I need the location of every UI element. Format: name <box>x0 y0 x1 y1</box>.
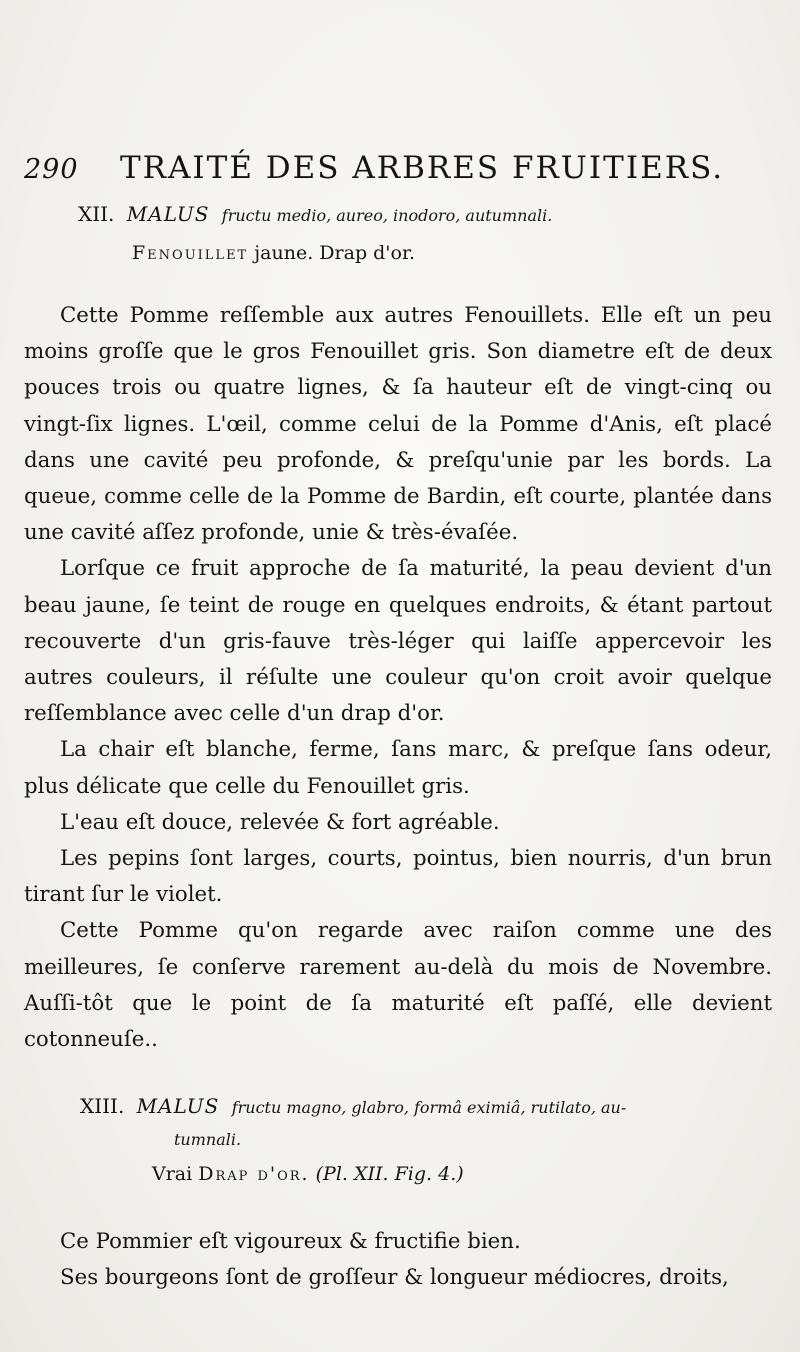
common-name-12 <box>132 234 772 272</box>
paragraph: Cette Pomme qu'on regarde avec raiſon comme une des meilleures, ſe conſerve rarement au-delà du mois de Novembre. Auſſi-tôt que le point de ſa maturité eſt paſſé, elle devient cotonneuſe.. <box>24 918 772 1053</box>
latin-description-continued: tumnali. <box>174 1130 242 1150</box>
paragraph: Les pepins ſont larges, courts, pointus, bien nourris, d'un brun tirant ſur le violet. <box>24 846 772 908</box>
entry-heading-12 <box>78 196 772 234</box>
latin-description: fructu medio, aureo, inodoro, autumnali. <box>221 206 553 225</box>
latin-genus: MALUS <box>136 1094 220 1119</box>
plate-reference: (Pl. XII. Fig. 4.) <box>315 1163 464 1186</box>
paragraph: Lorſque ce fruit approche de ſa maturité, la peau devient d'un beau jaune, ſe teint de rouge en quelques endroits, & étant partout recouverte d'un gris-fauve très-léger qui laiſſe appercevoir les autres couleurs, il réſulte une couleur qu'on croit avoir quelque reſſemblance avec celle d'un drap d'or. <box>24 556 772 727</box>
common-name-smallcaps: Drap d'or. <box>198 1163 310 1186</box>
common-name-13 <box>152 1154 772 1194</box>
common-name-prefix: Vrai <box>152 1163 193 1186</box>
paragraph: Ce Pommier eſt vigoureux & fructifie bien. <box>60 1229 521 1255</box>
entry-heading-13 <box>80 1088 772 1126</box>
paragraph: L'eau eſt douce, relevée & fort agréable. <box>60 809 500 835</box>
paragraph: Ses bourgeons ſont de groſſeur & longueur médiocres, droits, <box>60 1265 729 1291</box>
page-number: 290 <box>24 154 79 185</box>
paragraph: La chair eſt blanche, ferme, ſans marc, & preſque ſans odeur, plus délicate que celle du Fenouillet gris. <box>24 737 772 799</box>
spacer <box>24 272 772 298</box>
latin-description: fructu magno, glabro, formâ eximiâ, rutilato, au- <box>231 1098 627 1118</box>
spacer <box>24 1058 772 1088</box>
running-head <box>24 150 772 196</box>
paragraph: Cette Pomme reſſemble aux autres Fenouillets. Elle eſt un peu moins groſſe que le gros Fenouillet gris. Son diametre eſt de deux pouces trois ou quatre lignes, & ſa hauteur eſt de vingt-cinq ou vingt-ſix lignes. L'œil, comme celui de la Pomme d'Anis, eſt placé dans une cavité peu profonde, & preſqu'unie par les bords. La queue, comme celle de la Pomme de Bardin, eſt courte, plantée dans une cavité aſſez profonde, unie & très-évaſée. <box>24 303 772 546</box>
latin-genus: MALUS <box>126 202 210 226</box>
common-name-smallcaps: Fenouillet <box>132 242 249 264</box>
running-title: TRAITÉ DES ARBRES FRUITIERS. <box>120 150 725 186</box>
spacer <box>24 1194 772 1224</box>
entry-number: XIII. <box>80 1094 125 1119</box>
entry-number: XII. <box>78 202 115 226</box>
common-name-rest: jaune. Drap d'or. <box>254 242 416 264</box>
